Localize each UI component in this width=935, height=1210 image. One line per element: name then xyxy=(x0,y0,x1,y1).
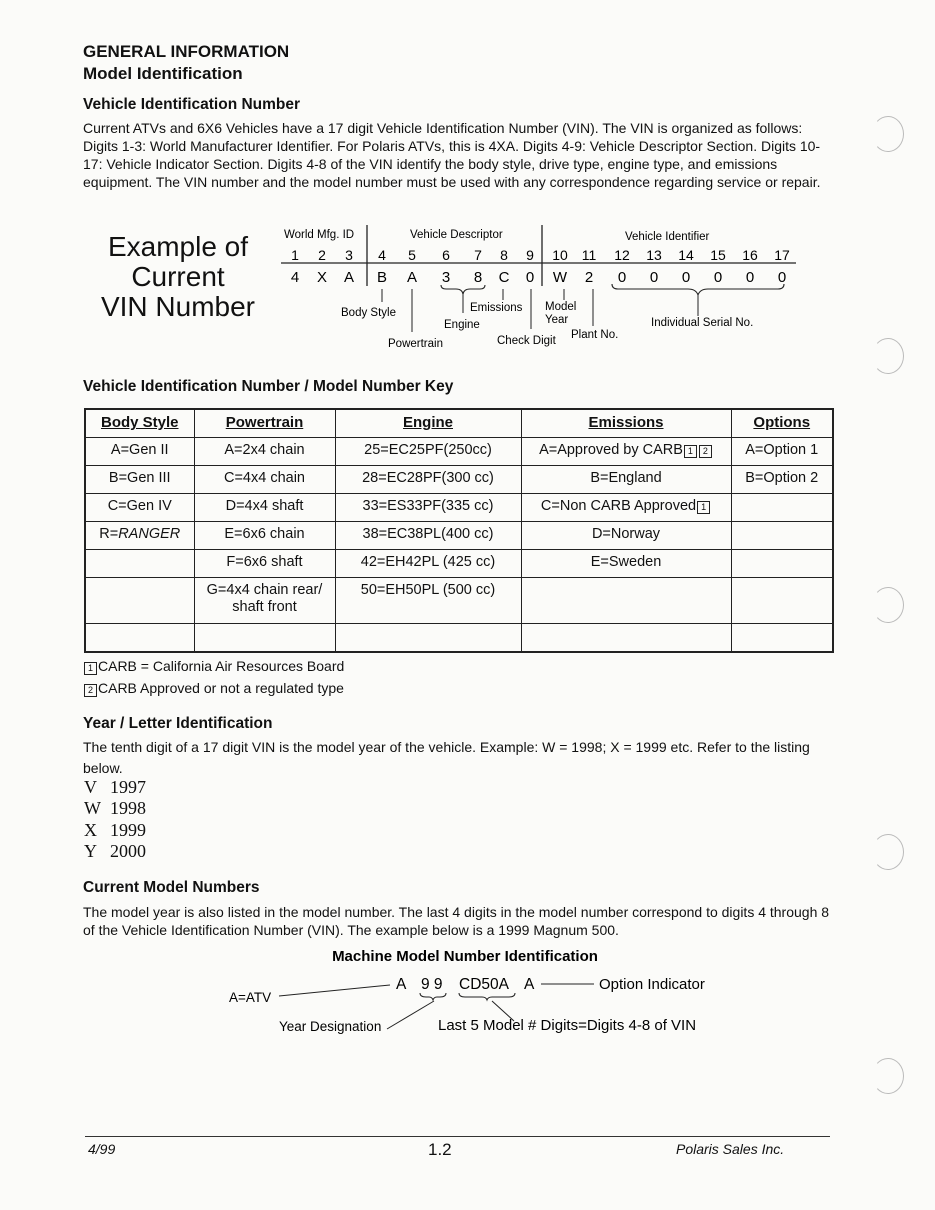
year-paragraph: The tenth digit of a 17 digit VIN is the model year of the vehicle. Example: W = 1998; X = 1999 etc. Refer to the listing below. xyxy=(83,739,810,776)
punch-hole xyxy=(872,338,904,374)
label-vehicle-descriptor: Vehicle Descriptor xyxy=(410,229,503,241)
vin-position: 1 xyxy=(291,247,299,263)
table-cell xyxy=(85,624,194,653)
page-number: 1.2 xyxy=(428,1140,452,1159)
vin-character: B xyxy=(376,269,388,286)
cell-text: A=Approved by CARB xyxy=(539,442,683,458)
table-cell: A=Option 1 xyxy=(731,438,833,466)
footnote-text: CARB = California Air Resources Board xyxy=(98,658,345,674)
footnote-marker-1: 1 xyxy=(84,662,97,675)
vin-character: 0 xyxy=(777,269,787,286)
table-cell: B=Option 2 xyxy=(731,466,833,494)
table-header-row xyxy=(85,409,833,438)
callout-check-digit: Check Digit xyxy=(497,335,556,347)
vin-position: 7 xyxy=(474,247,482,263)
vin-character: 4 xyxy=(290,269,300,286)
footnote-1 xyxy=(83,657,344,675)
atv-label: A=ATV xyxy=(229,990,272,1005)
vin-heading: Vehicle Identification Number xyxy=(83,96,301,113)
table-cell: E=6x6 chain xyxy=(194,522,335,550)
year-letter: V xyxy=(84,777,97,797)
header-emissions: Emissions xyxy=(521,409,731,438)
vin-position: 14 xyxy=(678,247,694,263)
footnote-text: CARB Approved or not a regulated type xyxy=(98,680,344,696)
table-cell: D=Norway xyxy=(521,522,731,550)
table-row xyxy=(85,578,833,624)
model-heading: Current Model Numbers xyxy=(83,879,260,896)
year-heading: Year / Letter Identification xyxy=(83,715,273,732)
punch-hole xyxy=(872,116,904,152)
table-cell xyxy=(521,624,731,653)
vin-diagram xyxy=(0,0,935,360)
year-list-item xyxy=(84,777,146,798)
option-indicator-label: Option Indicator xyxy=(599,976,705,993)
header-body-style: Body Style xyxy=(85,409,194,438)
year-value: 2000 xyxy=(110,841,146,861)
vin-position: 3 xyxy=(345,247,353,263)
table-cell xyxy=(85,550,194,578)
vin-key-table xyxy=(84,408,834,653)
callout-plant-no: Plant No. xyxy=(571,329,619,341)
footnote-marker-1: 1 xyxy=(697,501,710,514)
footnote-marker-2: 2 xyxy=(699,445,712,458)
callout-model: Model xyxy=(545,301,577,313)
table-row xyxy=(85,466,833,494)
vin-character: C xyxy=(498,269,510,286)
vin-position: 2 xyxy=(318,247,326,263)
footer-divider xyxy=(85,1136,830,1137)
callout-engine: Engine xyxy=(444,319,480,331)
vin-character: 0 xyxy=(525,269,535,286)
table-cell xyxy=(731,578,833,624)
code-option: A xyxy=(524,976,535,993)
year-value: 1997 xyxy=(110,777,146,797)
table-cell xyxy=(731,550,833,578)
table-cell xyxy=(731,494,833,522)
table-row xyxy=(85,494,833,522)
callout-powertrain: Powertrain xyxy=(388,338,443,350)
table-cell: 42=EH42PL (425 cc) xyxy=(335,550,521,578)
subsection-heading: Model Identification xyxy=(83,64,243,83)
vin-position: 15 xyxy=(710,247,726,263)
table-cell: F=6x6 shaft xyxy=(194,550,335,578)
vin-position: 4 xyxy=(378,247,386,263)
callout-emissions: Emissions xyxy=(470,302,523,314)
vin-position: 6 xyxy=(442,247,450,263)
table-cell xyxy=(731,624,833,653)
table-cell xyxy=(85,578,194,624)
callout-individual-serial: Individual Serial No. xyxy=(651,317,754,329)
vin-character: 3 xyxy=(441,269,451,286)
year-letter: X xyxy=(84,820,97,840)
table-row xyxy=(85,438,833,466)
callout-body-style: Body Style xyxy=(341,307,396,319)
label-vehicle-identifier: Vehicle Identifier xyxy=(625,231,710,243)
table-cell xyxy=(85,522,194,550)
table-row xyxy=(85,522,833,550)
punch-hole xyxy=(872,834,904,870)
vin-position: 17 xyxy=(774,247,790,263)
year-list-item xyxy=(84,841,146,862)
header-engine: Engine xyxy=(335,409,521,438)
year-list-item xyxy=(84,820,146,841)
label-world-mfg-id: World Mfg. ID xyxy=(284,229,355,241)
vin-paragraph: Current ATVs and 6X6 Vehicles have a 17 digit Vehicle Identification Number (VIN). The VIN is organized as follows: Digits 1-3: World Manufacturer Identifier. For Polaris ATVs, this is 4XA. Digits 4-9: Vehicle Descriptor Section. Digits 10-17: Vehicle Indicator Section. Digits 4-8 of the VIN identify the body style, drive type, engine type, and emissions equipment. The VIN number and the model number must be used with any correspondence regarding service or repair. xyxy=(83,120,821,190)
header-powertrain: Powertrain xyxy=(194,409,335,438)
year-value: 1999 xyxy=(110,820,146,840)
model-diagram-title: Machine Model Number Identification xyxy=(332,948,598,965)
vin-position: 16 xyxy=(742,247,758,263)
section-heading: GENERAL INFORMATION xyxy=(83,42,290,61)
vin-character: A xyxy=(343,269,355,286)
last5-label: Last 5 Model # Digits=Digits 4-8 of VIN xyxy=(438,1017,697,1034)
vin-position: 8 xyxy=(500,247,508,263)
model-paragraph: The model year is also listed in the model number. The last 4 digits in the model number correspond to digits 4 through 8 of the Vehicle Identification Number (VIN). The example below is a 1999 Magnum 500. xyxy=(83,904,830,938)
vin-example-title-line-1: Example of xyxy=(107,231,249,262)
vin-character: 0 xyxy=(617,269,627,286)
cell-text: R=RANGER xyxy=(99,526,181,542)
vin-position: 12 xyxy=(614,247,630,263)
table-cell: A=2x4 chain xyxy=(194,438,335,466)
table-cell xyxy=(521,494,731,522)
vin-characters xyxy=(291,269,786,286)
model-number-diagram xyxy=(0,940,935,1040)
year-designation-label: Year Designation xyxy=(279,1019,382,1034)
vin-example-title-line-3: VIN Number xyxy=(100,291,256,322)
footnote-2 xyxy=(83,679,344,697)
vin-position: 13 xyxy=(646,247,662,263)
table-cell xyxy=(521,578,731,624)
footer-date: 4/99 xyxy=(88,1141,116,1157)
punch-hole xyxy=(872,1058,904,1094)
vin-character: X xyxy=(316,269,328,286)
table-cell: C=Gen IV xyxy=(85,494,194,522)
table-cell: 25=EC25PF(250cc) xyxy=(335,438,521,466)
table-cell xyxy=(335,624,521,653)
table-cell: G=4x4 chain rear/ shaft front xyxy=(194,578,335,624)
vin-character: W xyxy=(552,269,568,286)
callout-year: Year xyxy=(545,314,569,326)
vin-position: 10 xyxy=(552,247,568,263)
table-cell: 38=EC38PL(400 cc) xyxy=(335,522,521,550)
code-a: A xyxy=(396,976,407,993)
vin-character: 2 xyxy=(584,269,594,286)
table-cell: 28=EC28PF(300 cc) xyxy=(335,466,521,494)
cell-text: C=Non CARB Approved xyxy=(540,498,697,514)
header-options: Options xyxy=(731,409,833,438)
footnote-marker-2: 2 xyxy=(84,684,97,697)
vin-character: 8 xyxy=(473,269,483,286)
vin-character: 0 xyxy=(745,269,755,286)
vin-character: 0 xyxy=(681,269,691,286)
year-letter: Y xyxy=(84,841,97,861)
year-list-item xyxy=(84,798,146,819)
table-cell: C=4x4 chain xyxy=(194,466,335,494)
footnote-marker-1: 1 xyxy=(684,445,697,458)
vin-position: 5 xyxy=(408,247,416,263)
table-cell xyxy=(731,522,833,550)
vin-example-title-line-2: Current xyxy=(131,261,225,292)
code-year: 9 9 xyxy=(421,976,443,993)
year-letter: W xyxy=(84,798,101,818)
table-cell: 33=ES33PF(335 cc) xyxy=(335,494,521,522)
vin-character: A xyxy=(406,269,418,286)
vin-character: 0 xyxy=(713,269,723,286)
table-cell: D=4x4 shaft xyxy=(194,494,335,522)
table-cell: A=Gen II xyxy=(85,438,194,466)
vin-position: 9 xyxy=(526,247,534,263)
vin-character: 0 xyxy=(649,269,659,286)
table-row xyxy=(85,624,833,653)
table-cell: 50=EH50PL (500 cc) xyxy=(335,578,521,624)
table-cell xyxy=(521,438,731,466)
punch-hole xyxy=(872,587,904,623)
vin-positions xyxy=(291,247,790,263)
code-model: CD50A xyxy=(459,976,509,993)
table-cell: E=Sweden xyxy=(521,550,731,578)
table-row xyxy=(85,550,833,578)
year-value: 1998 xyxy=(110,798,146,818)
vin-position: 11 xyxy=(581,247,597,263)
table-cell xyxy=(194,624,335,653)
table-cell: B=England xyxy=(521,466,731,494)
key-heading: Vehicle Identification Number / Model Number Key xyxy=(83,378,454,395)
footer-company: Polaris Sales Inc. xyxy=(676,1141,785,1157)
table-cell: B=Gen III xyxy=(85,466,194,494)
